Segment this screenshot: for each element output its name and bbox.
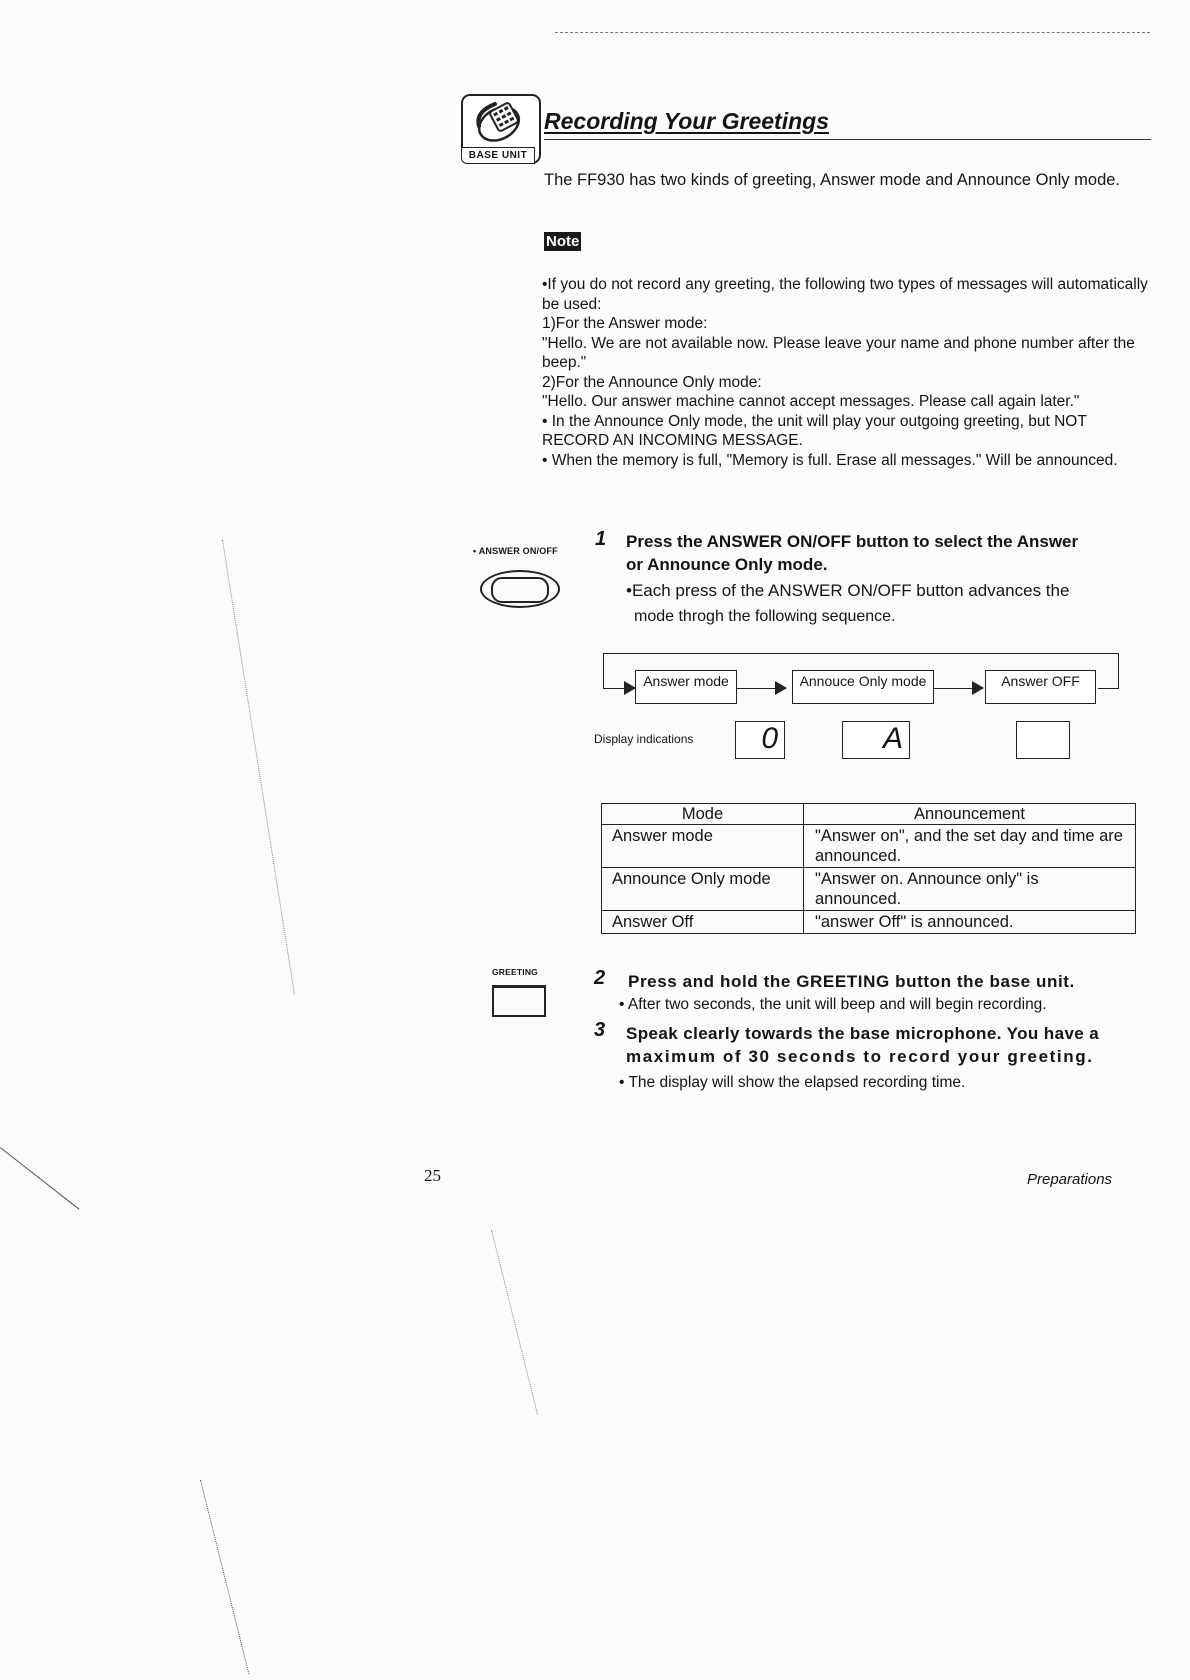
note-badge: Note bbox=[546, 233, 580, 250]
scan-artifact-line bbox=[200, 1480, 249, 1674]
flow-box-announce-only: Annouce Only mode bbox=[792, 670, 934, 704]
base-unit-icon bbox=[461, 94, 541, 164]
note-item: "Hello. We are not available now. Please leave your name and phone number after the beep." bbox=[542, 334, 1135, 371]
note-item: 1)For the Answer mode: bbox=[542, 315, 708, 332]
step-1-sub-line2: mode throgh the following sequence. bbox=[634, 608, 896, 625]
telephone-icon bbox=[463, 96, 539, 146]
notes-list bbox=[542, 275, 1154, 470]
title-rule bbox=[544, 139, 1151, 140]
announcement-cell: "Answer on", and the set day and time are announced. bbox=[804, 825, 1136, 868]
column-header-mode: Mode bbox=[602, 804, 804, 825]
step-3-number: 3 bbox=[594, 1019, 606, 1041]
table-row bbox=[602, 868, 1136, 911]
base-unit-label: BASE UNIT bbox=[461, 147, 535, 164]
note-item: 2)For the Announce Only mode: bbox=[542, 373, 762, 391]
mode-cell: Answer mode bbox=[602, 825, 804, 868]
step-2-text: Press and hold the GREETING button the base unit. bbox=[628, 972, 1075, 991]
greeting-label: GREETING bbox=[492, 967, 538, 977]
scan-artifact-top-rule bbox=[555, 32, 1150, 33]
scan-artifact-line bbox=[0, 1147, 79, 1209]
announcement-cell: "Answer on. Announce only" is announced. bbox=[804, 868, 1136, 911]
step-3-sub: • The display will show the elapsed recording time. bbox=[619, 1074, 966, 1091]
note-item: •If you do not record any greeting, the following two types of messages will automatically be used: bbox=[542, 276, 1148, 313]
flow-loop-line bbox=[1098, 688, 1119, 689]
note-item: • When the memory is full, "Memory is full. Erase all messages." Will be announced. bbox=[542, 451, 1118, 469]
mode-cell: Announce Only mode bbox=[602, 868, 804, 911]
flow-loop-line bbox=[603, 653, 604, 688]
flow-box-answer-mode: Answer mode bbox=[635, 670, 737, 704]
flow-loop-line bbox=[603, 653, 1119, 654]
step-1-number: 1 bbox=[595, 528, 607, 550]
step-1-text-line1: Press the ANSWER ON/OFF button to select the Answer bbox=[626, 532, 1079, 551]
display-indication-answer: 0 bbox=[735, 721, 785, 759]
step-2-sub: • After two seconds, the unit will beep and will begin recording. bbox=[619, 996, 1047, 1013]
table-row bbox=[602, 911, 1136, 934]
flow-box-answer-off: Answer OFF bbox=[985, 670, 1096, 704]
table-header-row bbox=[602, 804, 1136, 825]
flow-loop-line bbox=[1118, 653, 1119, 688]
greeting-button-icon bbox=[492, 985, 546, 1017]
scan-artifact-line bbox=[222, 540, 295, 994]
arrow-right-icon bbox=[972, 681, 984, 695]
display-indication-off bbox=[1016, 721, 1070, 759]
answer-onoff-button-icon bbox=[480, 570, 560, 608]
arrow-right-icon bbox=[775, 681, 787, 695]
step-3-text-line1: Speak clearly towards the base microphone. You have a bbox=[626, 1024, 1100, 1043]
step-1-text-line2: or Announce Only mode. bbox=[626, 555, 828, 574]
step-1-sub-line1: •Each press of the ANSWER ON/OFF button advances the bbox=[626, 581, 1070, 600]
section-name: Preparations bbox=[1027, 1171, 1113, 1188]
table-row bbox=[602, 825, 1136, 868]
step-3-text-line2: maximum of 30 seconds to record your greeting. bbox=[626, 1047, 1094, 1066]
page-title: Recording Your Greetings bbox=[544, 108, 829, 134]
mode-cell: Answer Off bbox=[602, 911, 804, 934]
intro-paragraph: The FF930 has two kinds of greeting, Answer mode and Announce Only mode. bbox=[544, 171, 1121, 189]
display-indications-label: Display indications bbox=[594, 732, 694, 746]
column-header-announcement: Announcement bbox=[804, 804, 1136, 825]
step-2-number: 2 bbox=[594, 967, 606, 989]
mode-announcement-table bbox=[601, 803, 1136, 934]
announcement-cell: "answer Off" is announced. bbox=[804, 911, 1136, 934]
page-number: 25 bbox=[424, 1166, 441, 1185]
note-item: "Hello. Our answer machine cannot accept messages. Please call again later." bbox=[542, 393, 1080, 410]
display-indication-announce: A bbox=[842, 721, 910, 759]
scan-artifact-line bbox=[491, 1230, 538, 1415]
answer-onoff-label: • ANSWER ON/OFF bbox=[473, 546, 558, 556]
note-item: • In the Announce Only mode, the unit will play your outgoing greeting, but NOT RECORD AN INCOMING MESSAGE. bbox=[542, 412, 1087, 449]
